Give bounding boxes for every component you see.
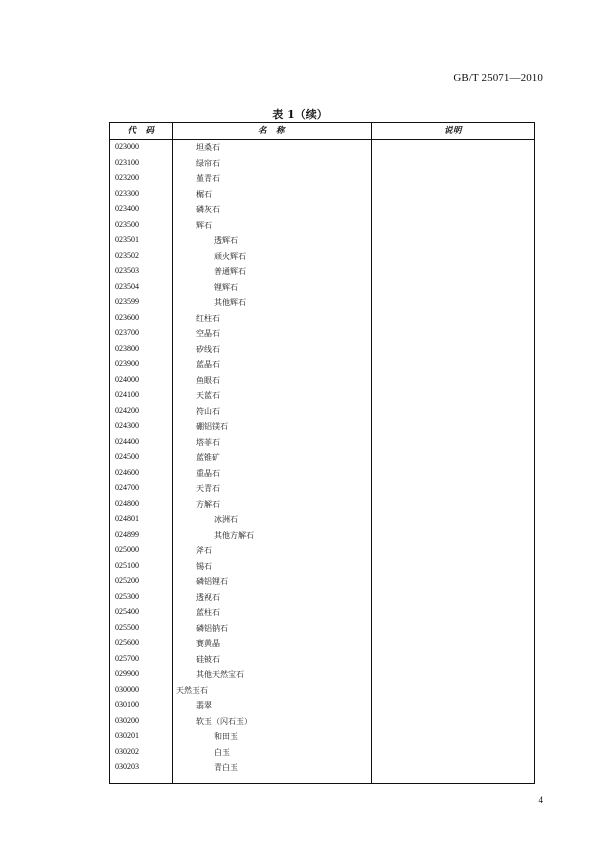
row-name: 锂辉石 [214, 282, 238, 292]
row-code: 024899 [115, 529, 139, 539]
table-row [110, 418, 534, 434]
table-row [110, 697, 534, 713]
row-code: 030200 [115, 715, 139, 725]
table-row [110, 139, 534, 155]
row-code: 025500 [115, 622, 139, 632]
table-row [110, 248, 534, 264]
row-code: 025000 [115, 545, 139, 554]
table-header [110, 123, 534, 140]
row-name: 辉石 [196, 220, 212, 230]
row-name: 透视石 [196, 592, 220, 602]
table-row [110, 263, 534, 279]
row-code: 024200 [115, 405, 139, 415]
table-row [110, 527, 534, 543]
row-code: 023500 [115, 219, 139, 229]
gemstone-code-table [109, 122, 535, 784]
table-row [110, 651, 534, 667]
row-name: 红柱石 [196, 313, 220, 323]
row-name: 蓝锥矿 [196, 453, 220, 462]
row-code: 023501 [115, 235, 139, 244]
table-row [110, 155, 534, 171]
table-row [110, 620, 534, 636]
table-row [110, 434, 534, 450]
row-name: 翡翠 [196, 701, 212, 710]
row-code: 024800 [115, 498, 139, 508]
row-name: 其他辉石 [214, 298, 246, 307]
table-row [110, 511, 534, 527]
row-name: 天然玉石 [176, 685, 208, 695]
row-name: 其他方解石 [214, 530, 254, 540]
table-row [110, 186, 534, 202]
table-row [110, 713, 534, 729]
row-code: 025600 [115, 638, 139, 647]
table-row [110, 325, 534, 341]
row-code: 030203 [115, 762, 139, 771]
row-name: 斧石 [196, 546, 212, 555]
standard-code: GB/T 25071—2010 [453, 72, 543, 84]
row-code: 024801 [115, 514, 139, 523]
row-code: 023100 [115, 157, 139, 167]
table-row [110, 744, 534, 760]
table-row [110, 387, 534, 403]
row-name: 堇青石 [196, 174, 220, 183]
table-row [110, 558, 534, 574]
table-row [110, 682, 534, 698]
row-name: 天蓝石 [196, 391, 220, 400]
table-row [110, 480, 534, 496]
table-row [110, 635, 534, 651]
table-row [110, 728, 534, 744]
row-code: 024100 [115, 390, 139, 399]
row-code: 023000 [115, 142, 139, 151]
row-name: 硼铝镁石 [196, 422, 228, 431]
row-name: 锡石 [196, 561, 212, 571]
table-row [110, 666, 534, 682]
row-code: 030000 [115, 684, 139, 694]
row-code: 023400 [115, 204, 139, 213]
row-name: 天青石 [196, 484, 220, 493]
row-code: 030100 [115, 700, 139, 709]
row-name: 空晶石 [196, 329, 220, 338]
table-row [110, 170, 534, 186]
table-row [110, 542, 534, 558]
row-code: 030202 [115, 746, 139, 756]
row-code: 023600 [115, 312, 139, 322]
row-code: 023900 [115, 359, 139, 368]
table-row [110, 310, 534, 326]
row-name: 软玉（闪石玉） [196, 716, 252, 726]
row-code: 025100 [115, 560, 139, 570]
row-code: 030201 [115, 731, 139, 740]
row-name: 硅铍石 [196, 654, 220, 664]
row-name: 方解石 [196, 499, 220, 509]
row-name: 普通辉石 [214, 267, 246, 276]
header-note: 说明 [443, 126, 462, 136]
table-row [110, 232, 534, 248]
table-row [110, 449, 534, 465]
table-title: 表 1（续） [272, 108, 328, 121]
page-number: 4 [538, 795, 543, 805]
row-code: 023503 [115, 266, 139, 275]
row-name: 鱼眼石 [196, 375, 220, 385]
table-row [110, 341, 534, 357]
row-code: 024500 [115, 452, 139, 461]
row-code: 023800 [115, 343, 139, 353]
row-name: 青白玉 [214, 763, 238, 772]
row-code: 023300 [115, 188, 139, 198]
table-row [110, 356, 534, 372]
row-name: 蓝晶石 [196, 360, 220, 369]
row-code: 025200 [115, 576, 139, 585]
row-code: 024700 [115, 483, 139, 492]
row-name: 冰洲石 [214, 515, 238, 524]
table-row [110, 201, 534, 217]
table-row [110, 759, 534, 775]
row-code: 025700 [115, 653, 139, 663]
row-code: 024400 [115, 436, 139, 446]
row-name: 符山石 [196, 406, 220, 416]
header-code: 代 码 [127, 126, 155, 136]
table-row [110, 496, 534, 512]
row-name: 塔菲石 [196, 437, 220, 447]
row-code: 024300 [115, 421, 139, 430]
row-code: 025300 [115, 591, 139, 601]
row-name: 和田玉 [214, 732, 238, 741]
table-row [110, 372, 534, 388]
table-row [110, 604, 534, 620]
row-name: 重晶石 [196, 468, 220, 478]
row-name: 绿帘石 [196, 158, 220, 168]
row-name: 赛黄晶 [196, 639, 220, 648]
row-code: 024600 [115, 467, 139, 477]
row-code: 024000 [115, 374, 139, 384]
row-name: 磷灰石 [196, 205, 220, 214]
table-row [110, 403, 534, 419]
table-row [110, 217, 534, 233]
header-name: 名 称 [257, 126, 285, 136]
row-name: 榍石 [196, 189, 212, 199]
row-name: 顽火辉石 [214, 251, 246, 261]
row-code: 023700 [115, 328, 139, 337]
row-name: 蓝柱石 [196, 608, 220, 617]
row-code: 023502 [115, 250, 139, 260]
row-name: 坦桑石 [196, 143, 220, 152]
row-code: 023599 [115, 297, 139, 306]
row-name: 磷铝锂石 [196, 577, 228, 586]
row-name: 磷铝钠石 [196, 623, 228, 633]
row-code: 023504 [115, 281, 139, 291]
row-name: 白玉 [214, 747, 230, 757]
row-name: 矽线石 [196, 344, 220, 354]
row-code: 025400 [115, 607, 139, 616]
row-name: 其他天然宝石 [196, 670, 244, 679]
row-name: 透辉石 [214, 236, 238, 245]
table-row [110, 294, 534, 310]
table-row [110, 589, 534, 605]
table-body [110, 139, 534, 775]
row-code: 029900 [115, 669, 139, 678]
row-code: 023200 [115, 173, 139, 182]
table-row [110, 465, 534, 481]
table-row [110, 573, 534, 589]
table-row [110, 279, 534, 295]
